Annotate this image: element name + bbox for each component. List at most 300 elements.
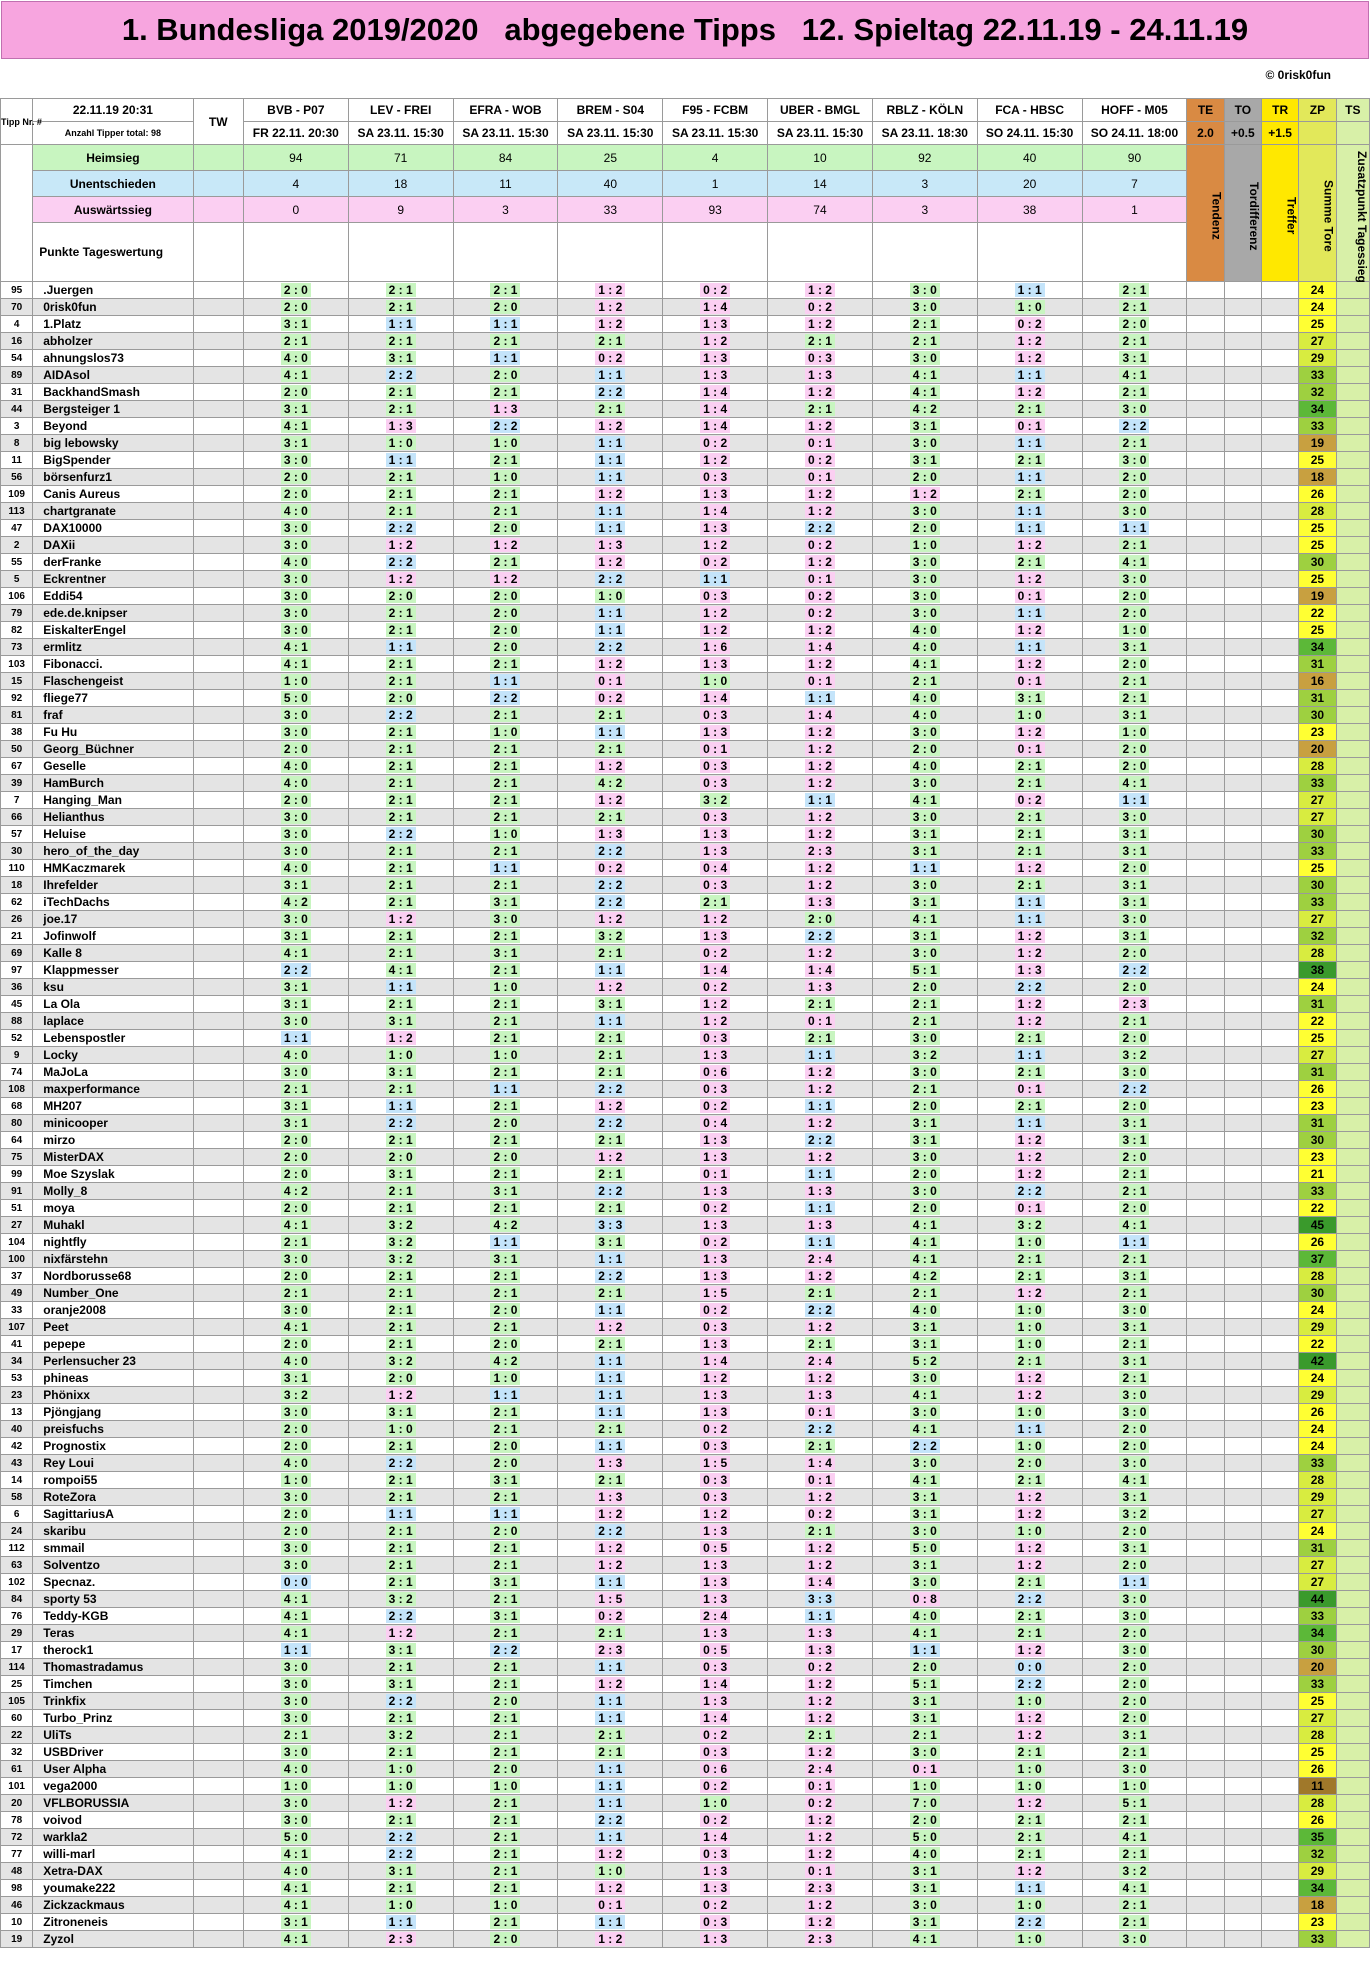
tip-score: 3 : 1 [595,1235,625,1249]
tw-cell [193,401,243,418]
tip-score: 2 : 0 [490,623,520,637]
tip-cell [348,1268,453,1285]
to-cell [1224,1336,1261,1353]
tip-cell [243,1064,348,1081]
tip-cell [663,469,768,486]
tip-score: 2 : 0 [910,742,940,756]
tipper-name: fliege77 [33,690,193,707]
tip-cell [453,775,558,792]
tipp-number: 55 [1,554,33,571]
tipp-number: 9 [1,1047,33,1064]
tip-score: 3 : 0 [910,725,940,739]
tip-score: 2 : 0 [281,1167,311,1181]
ts-cell [1336,1353,1369,1370]
tip-cell [558,1336,663,1353]
tip-score: 1 : 2 [1015,1796,1045,1810]
tip-score: 2 : 2 [1119,419,1149,433]
tip-cell [558,1693,663,1710]
tip-cell [558,877,663,894]
te-cell [1187,1829,1224,1846]
tipper-name: iTechDachs [33,894,193,911]
tipp-number: 31 [1,384,33,401]
tip-cell [977,894,1082,911]
tip-score: 3 : 0 [910,1405,940,1419]
tip-score: 0 : 1 [700,1167,730,1181]
tipp-number: 10 [1,1914,33,1931]
tip-cell [453,1234,558,1251]
te-cell [1187,469,1224,486]
tip-score: 1 : 2 [805,1830,835,1844]
tip-score: 4 : 1 [281,1218,311,1232]
tip-cell [1082,1761,1187,1778]
tip-score: 0 : 2 [700,946,730,960]
to-cell [1224,1370,1261,1387]
tip-cell [558,1081,663,1098]
tipper-name: willi-marl [33,1846,193,1863]
tip-cell [453,622,558,639]
tip-score: 1 : 0 [1015,300,1045,314]
tw-cell [193,741,243,758]
to-cell [1224,1183,1261,1200]
tip-score: 4 : 1 [281,1898,311,1912]
tip-cell [977,1676,1082,1693]
tip-cell [453,1914,558,1931]
tip-cell [558,605,663,622]
tip-cell [872,979,977,996]
tip-cell [453,877,558,894]
tip-score: 1 : 1 [1119,793,1149,807]
tipper-row [1,299,1370,316]
tipper-name: Canis Aureus [33,486,193,503]
tip-score: 2 : 1 [386,1745,416,1759]
tip-score: 3 : 1 [1119,844,1149,858]
tip-cell [558,894,663,911]
date-header: 22.11.19 20:31 [33,99,193,122]
tip-score: 1 : 1 [386,453,416,467]
tip-cell [453,1302,558,1319]
tip-cell [453,1540,558,1557]
tip-score: 3 : 0 [281,810,311,824]
tip-cell [768,843,873,860]
unentschieden-count: 1 [663,171,768,197]
tip-score: 1 : 2 [595,1558,625,1572]
tip-cell [348,1625,453,1642]
tip-score: 3 : 0 [910,504,940,518]
summe-tore: 30 [1299,707,1336,724]
tip-cell [977,1523,1082,1540]
te-cell [1187,503,1224,520]
tip-cell [1082,1591,1187,1608]
to-cell [1224,384,1261,401]
ts-cell [1336,843,1369,860]
tip-score: 3 : 0 [281,1660,311,1674]
tr-cell [1261,758,1298,775]
tip-cell [243,486,348,503]
tipper-row [1,1030,1370,1047]
punkte-tageswertung-label: Punkte Tageswertung [33,223,193,282]
tip-cell [768,282,873,299]
tip-score: 2 : 1 [386,1813,416,1827]
tipper-row [1,1812,1370,1829]
tip-cell [1082,554,1187,571]
tip-score: 1 : 1 [595,1354,625,1368]
to-cell [1224,571,1261,588]
tip-score: 1 : 0 [1015,1779,1045,1793]
tw-cell [193,758,243,775]
tip-score: 1 : 1 [1015,1881,1045,1895]
tw-cell [193,843,243,860]
tip-cell [977,1064,1082,1081]
tip-score: 7 : 0 [910,1796,940,1810]
tip-cell [872,1098,977,1115]
tip-cell [663,1608,768,1625]
tip-cell [663,554,768,571]
tip-cell [348,979,453,996]
tip-score: 1 : 1 [595,521,625,535]
tip-score: 2 : 1 [910,1728,940,1742]
tip-cell [348,1676,453,1693]
tip-cell [663,1489,768,1506]
tip-cell [872,741,977,758]
tip-cell [872,1336,977,1353]
te-value: 2.0 [1187,122,1224,145]
tip-score: 2 : 1 [910,997,940,1011]
tr-cell [1261,979,1298,996]
tip-cell [453,1336,558,1353]
tip-cell [768,1285,873,1302]
tip-score: 3 : 1 [386,1405,416,1419]
tip-score: 3 : 0 [281,1558,311,1572]
tip-score: 1 : 3 [700,844,730,858]
tip-score: 3 : 1 [281,878,311,892]
tip-cell [977,1761,1082,1778]
summe-tore: 16 [1299,673,1336,690]
tip-cell [1082,1166,1187,1183]
tipper-row [1,1608,1370,1625]
tip-score: 1 : 0 [1119,623,1149,637]
summe-tore: 26 [1299,486,1336,503]
tip-cell [768,656,873,673]
tip-score: 3 : 1 [910,1558,940,1572]
tip-cell [1082,1676,1187,1693]
tip-cell [243,962,348,979]
tip-cell [663,571,768,588]
tip-cell [1082,622,1187,639]
tip-score: 0 : 0 [281,1575,311,1589]
summe-tore: 27 [1299,1047,1336,1064]
tip-cell [453,367,558,384]
tip-cell [1082,1132,1187,1149]
tip-cell [453,435,558,452]
ts-cell [1336,1880,1369,1897]
ts-cell [1336,724,1369,741]
tip-score: 3 : 0 [1119,504,1149,518]
tip-cell [977,673,1082,690]
tip-score: 2 : 0 [1119,1660,1149,1674]
tip-score: 1 : 1 [281,1031,311,1045]
tr-cell [1261,1455,1298,1472]
tip-cell [453,1268,558,1285]
tip-cell [348,1863,453,1880]
tip-score: 2 : 0 [1119,1422,1149,1436]
summe-tore: 23 [1299,1098,1336,1115]
ts-cell [1336,384,1369,401]
te-cell [1187,1268,1224,1285]
tip-score: 3 : 0 [1119,1456,1149,1470]
tipper-row [1,520,1370,537]
tip-cell [558,588,663,605]
tip-score: 0 : 2 [805,538,835,552]
te-cell [1187,1234,1224,1251]
tip-cell [872,503,977,520]
tip-score: 2 : 0 [1119,1439,1149,1453]
to-cell [1224,758,1261,775]
tip-score: 2 : 0 [490,1337,520,1351]
tip-cell [243,1115,348,1132]
unentschieden-count: 40 [558,171,663,197]
tip-cell [1082,860,1187,877]
to-cell [1224,1302,1261,1319]
ts-cell [1336,1251,1369,1268]
te-cell [1187,775,1224,792]
tip-score: 3 : 1 [1119,1490,1149,1504]
ts-cell [1336,367,1369,384]
tip-cell [453,996,558,1013]
tipp-number: 113 [1,503,33,520]
tip-score: 2 : 1 [1119,1745,1149,1759]
tip-score: 2 : 1 [490,1711,520,1725]
tip-cell [663,452,768,469]
tipp-nr-header: Tipp Nr. # [1,99,33,145]
tip-score: 3 : 1 [490,1575,520,1589]
tipper-row [1,384,1370,401]
tip-score: 2 : 2 [595,1116,625,1130]
tip-score: 4 : 1 [910,657,940,671]
tip-cell [348,1812,453,1829]
tip-cell [768,1234,873,1251]
tip-score: 1 : 3 [595,827,625,841]
tip-cell [768,1642,873,1659]
tip-cell [243,1625,348,1642]
tip-score: 1 : 4 [700,300,730,314]
tip-cell [663,418,768,435]
tip-cell [453,1625,558,1642]
ts-cell [1336,1846,1369,1863]
tipp-number: 53 [1,1370,33,1387]
tip-cell [558,1659,663,1676]
tip-score: 3 : 0 [281,1541,311,1555]
tip-cell [1082,1234,1187,1251]
tip-cell [348,792,453,809]
tip-score: 0 : 2 [805,606,835,620]
summe-tore: 33 [1299,367,1336,384]
tip-score: 4 : 1 [910,1235,940,1249]
tipper-row [1,1234,1370,1251]
tip-cell [872,1438,977,1455]
tip-cell [872,1778,977,1795]
tip-cell [663,1115,768,1132]
tip-cell [768,1200,873,1217]
summe-tore: 30 [1299,1642,1336,1659]
tip-score: 1 : 0 [281,1779,311,1793]
ts-cell [1336,1285,1369,1302]
tip-score: 3 : 0 [910,810,940,824]
tip-score: 3 : 1 [1119,929,1149,943]
tip-score: 3 : 0 [910,1456,940,1470]
to-cell [1224,333,1261,350]
tip-cell [453,673,558,690]
tip-cell [663,826,768,843]
tip-score: 2 : 1 [910,674,940,688]
tip-score: 1 : 2 [1015,1507,1045,1521]
tip-cell [1082,1115,1187,1132]
to-value: +0.5 [1224,122,1261,145]
tip-score: 4 : 1 [910,1388,940,1402]
tip-cell [558,1421,663,1438]
tip-score: 2 : 1 [595,1201,625,1215]
tipper-row [1,1166,1370,1183]
tip-cell [663,1812,768,1829]
tip-score: 3 : 1 [490,895,520,909]
tip-cell [768,1183,873,1200]
tip-cell [768,1676,873,1693]
tip-score: 1 : 1 [386,1507,416,1521]
tip-cell [558,1064,663,1081]
tip-cell [558,792,663,809]
tip-score: 1 : 2 [805,1813,835,1827]
tip-cell [243,554,348,571]
tr-cell [1261,1200,1298,1217]
tip-score: 2 : 2 [386,708,416,722]
tipper-name: Zyzol [33,1931,193,1948]
te-cell [1187,316,1224,333]
match-time: SA 23.11. 15:30 [558,122,663,145]
tipper-row [1,1353,1370,1370]
tipper-row [1,1472,1370,1489]
to-cell [1224,1608,1261,1625]
ts-cell [1336,1098,1369,1115]
tip-score: 1 : 1 [386,1915,416,1929]
tip-cell [243,979,348,996]
tip-score: 2 : 1 [490,1796,520,1810]
tipp-number: 105 [1,1693,33,1710]
te-cell [1187,724,1224,741]
tip-score: 2 : 1 [1015,844,1045,858]
heimsieg-count: 90 [1082,145,1187,171]
tip-cell [768,299,873,316]
tr-cell [1261,1217,1298,1234]
summe-tore: 24 [1299,1370,1336,1387]
tip-score: 3 : 0 [281,1711,311,1725]
te-cell [1187,1693,1224,1710]
tip-score: 2 : 0 [490,1456,520,1470]
summe-tore: 28 [1299,503,1336,520]
tipper-name: oranje2008 [33,1302,193,1319]
tr-cell [1261,656,1298,673]
tip-score: 0 : 1 [805,470,835,484]
tip-score: 0 : 2 [805,589,835,603]
tw-cell [193,1013,243,1030]
tip-score: 1 : 1 [595,1915,625,1929]
tipp-number: 97 [1,962,33,979]
tip-score: 2 : 2 [805,1303,835,1317]
ts-cell [1336,1863,1369,1880]
tip-score: 0 : 3 [700,1490,730,1504]
tipper-name: sporty 53 [33,1591,193,1608]
tip-score: 2 : 1 [490,1745,520,1759]
tip-cell [453,1183,558,1200]
match-time: SA 23.11. 15:30 [768,122,873,145]
tip-cell [872,282,977,299]
tip-cell [453,1897,558,1914]
tipp-number: 62 [1,894,33,911]
tip-cell [768,1387,873,1404]
to-cell [1224,894,1261,911]
tip-cell [872,1897,977,1914]
tw-cell [193,1574,243,1591]
tip-cell [768,1914,873,1931]
tr-cell [1261,1642,1298,1659]
tip-score: 0 : 1 [910,1762,940,1776]
tip-score: 0 : 3 [805,351,835,365]
tip-score: 2 : 1 [490,1269,520,1283]
tip-score: 2 : 1 [386,487,416,501]
summe-tore: 26 [1299,1812,1336,1829]
tip-score: 1 : 2 [1015,1490,1045,1504]
tip-cell [558,469,663,486]
tw-cell [193,1472,243,1489]
tw-cell [193,911,243,928]
tip-score: 4 : 1 [910,1252,940,1266]
tip-score: 2 : 1 [386,283,416,297]
tip-cell [977,1166,1082,1183]
tip-score: 3 : 1 [910,1116,940,1130]
summe-tore: 21 [1299,1166,1336,1183]
summe-tore: 28 [1299,1727,1336,1744]
tip-score: 2 : 0 [1119,470,1149,484]
tip-score: 2 : 0 [910,470,940,484]
tr-cell [1261,1370,1298,1387]
tip-score: 0 : 1 [1015,674,1045,688]
tip-score: 1 : 1 [595,1796,625,1810]
tipper-row [1,1200,1370,1217]
tip-cell [768,1540,873,1557]
tip-score: 2 : 1 [1015,487,1045,501]
tip-cell [768,1421,873,1438]
ts-cell [1336,1472,1369,1489]
tipper-count: Anzahl Tipper total: 98 [33,122,193,145]
tip-score: 1 : 1 [595,963,625,977]
te-cell [1187,418,1224,435]
tip-cell [1082,435,1187,452]
tip-cell [348,537,453,554]
tip-cell [453,1506,558,1523]
tip-cell [872,452,977,469]
tip-cell [348,1200,453,1217]
tip-score: 3 : 2 [386,1235,416,1249]
tip-score: 3 : 1 [490,1252,520,1266]
tip-cell [348,1302,453,1319]
tip-cell [243,1404,348,1421]
tip-cell [663,333,768,350]
tip-cell [453,894,558,911]
tip-cell [872,928,977,945]
tip-cell [663,1710,768,1727]
tip-score: 3 : 1 [910,827,940,841]
te-cell [1187,860,1224,877]
to-cell [1224,1778,1261,1795]
tip-score: 1 : 0 [490,980,520,994]
